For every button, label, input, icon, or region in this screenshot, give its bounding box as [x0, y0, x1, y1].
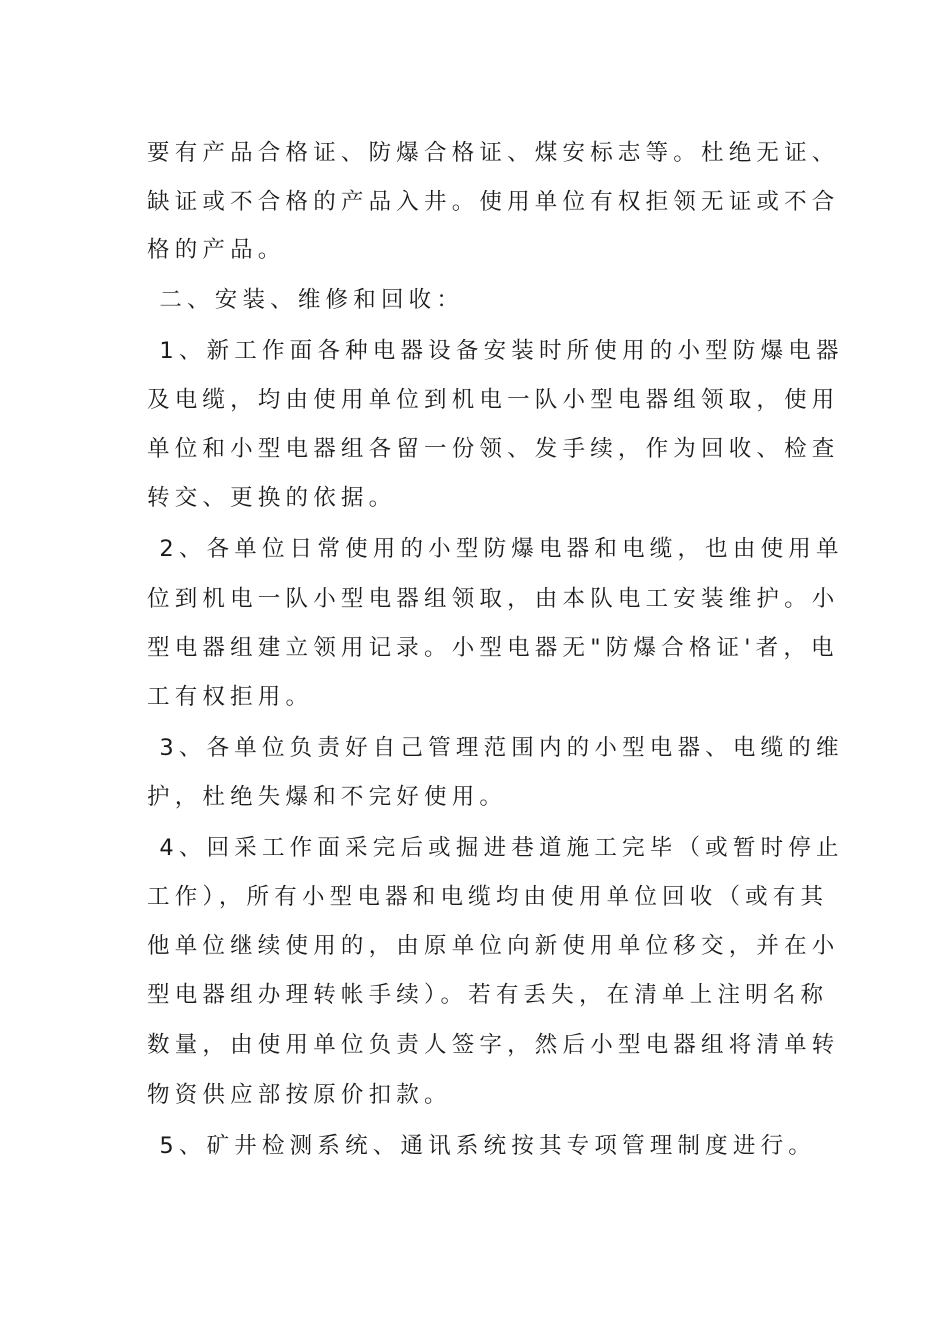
text-line: 护，杜绝失爆和不完好使用。: [147, 784, 508, 810]
text-line: 工有权拒用。: [147, 684, 314, 710]
text-line: 2、各单位日常使用的小型防爆电器和电缆，也由使用单: [147, 536, 844, 562]
text-line: 单位和小型电器组各留一份领、发手续，作为回收、检查: [147, 436, 840, 462]
text-line: 型电器组建立领用记录。小型电器无"防爆合格证'者，电: [147, 635, 839, 661]
text-line: 3、各单位负责好自己管理范围内的小型电器、电缆的维: [147, 735, 844, 761]
text-line: 数量，由使用单位负责人签字，然后小型电器组将清单转: [147, 1032, 840, 1058]
text-line: 格的产品。: [147, 237, 286, 263]
section-heading: 二、安装、维修和回收：: [147, 287, 465, 313]
text-line: 物资供应部按原价扣款。: [147, 1082, 452, 1108]
text-line: 转交、更换的依据。: [147, 485, 397, 511]
text-line: 缺证或不合格的产品入井。使用单位有权拒领无证或不合: [147, 189, 840, 215]
text-line: 4、回采工作面采完后或掘进巷道施工完毕（或暂时停止: [147, 835, 844, 861]
text-line: 他单位继续使用的，由原单位向新使用单位移交，并在小: [147, 933, 840, 959]
text-line: 工作），所有小型电器和电缆均由使用单位回收（或有其: [147, 884, 829, 910]
text-line: 要有产品合格证、防爆合格证、煤安标志等。杜绝无证、: [147, 140, 840, 166]
text-line: 5、矿井检测系统、通讯系统按其专项管理制度进行。: [147, 1133, 816, 1159]
text-line: 位到机电一队小型电器组领取，由本队电工安装维护。小: [147, 586, 840, 612]
text-line: 及电缆，均由使用单位到机电一队小型电器组领取，使用: [147, 387, 840, 413]
text-line: 型电器组办理转帐手续）。若有丢失，在清单上注明名称: [147, 982, 829, 1008]
text-line: 1、新工作面各种电器设备安装时所使用的小型防爆电器: [147, 338, 844, 364]
